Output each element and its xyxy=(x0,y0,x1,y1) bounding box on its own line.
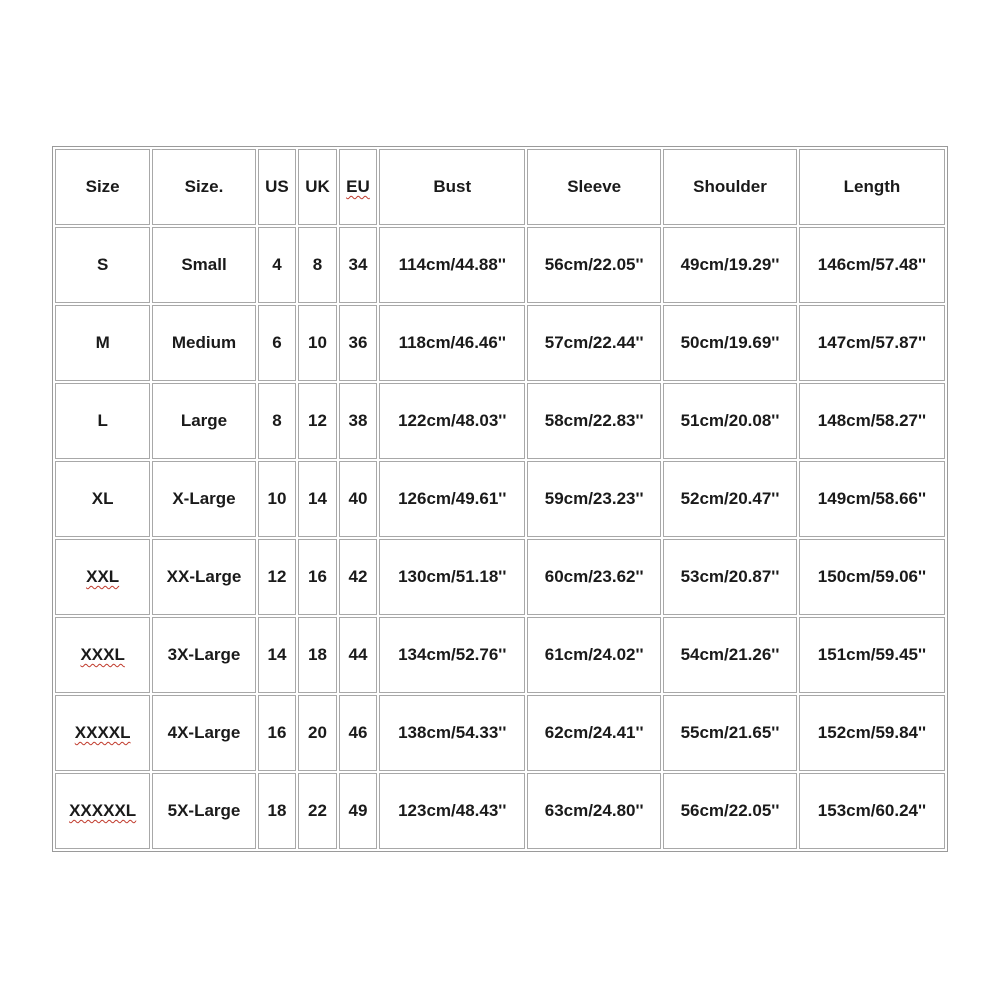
cell-us: 12 xyxy=(258,539,297,615)
table-row xyxy=(55,383,945,459)
cell-shoulder: 54cm/21.26'' xyxy=(663,617,797,693)
cell-bust: 123cm/48.43'' xyxy=(379,773,525,849)
cell-uk: 12 xyxy=(298,383,337,459)
cell-eu: 34 xyxy=(339,227,378,303)
cell-length: 150cm/59.06'' xyxy=(799,539,945,615)
cell-shoulder: 55cm/21.65'' xyxy=(663,695,797,771)
cell-size: XXXXXL xyxy=(55,773,150,849)
table-row xyxy=(55,305,945,381)
cell-size-name: Medium xyxy=(152,305,255,381)
cell-eu: 42 xyxy=(339,539,378,615)
cell-shoulder: 50cm/19.69'' xyxy=(663,305,797,381)
cell-size-name: Large xyxy=(152,383,255,459)
cell-length: 146cm/57.48'' xyxy=(799,227,945,303)
cell-uk: 20 xyxy=(298,695,337,771)
cell-shoulder: 53cm/20.87'' xyxy=(663,539,797,615)
header-uk: UK xyxy=(298,149,337,225)
cell-size: XXXXL xyxy=(55,695,150,771)
cell-size-name: 4X-Large xyxy=(152,695,255,771)
cell-eu: 36 xyxy=(339,305,378,381)
cell-length: 149cm/58.66'' xyxy=(799,461,945,537)
cell-us: 18 xyxy=(258,773,297,849)
cell-uk: 8 xyxy=(298,227,337,303)
header-us: US xyxy=(258,149,297,225)
cell-size: M xyxy=(55,305,150,381)
cell-size-name: Small xyxy=(152,227,255,303)
header-size: Size xyxy=(55,149,150,225)
cell-us: 4 xyxy=(258,227,297,303)
table-row xyxy=(55,539,945,615)
cell-sleeve: 57cm/22.44'' xyxy=(527,305,661,381)
cell-shoulder: 49cm/19.29'' xyxy=(663,227,797,303)
cell-uk: 22 xyxy=(298,773,337,849)
cell-us: 8 xyxy=(258,383,297,459)
cell-shoulder: 52cm/20.47'' xyxy=(663,461,797,537)
header-size-name: Size. xyxy=(152,149,255,225)
cell-eu: 44 xyxy=(339,617,378,693)
table-row xyxy=(55,773,945,849)
cell-length: 151cm/59.45'' xyxy=(799,617,945,693)
header-bust: Bust xyxy=(379,149,525,225)
cell-shoulder: 56cm/22.05'' xyxy=(663,773,797,849)
cell-uk: 14 xyxy=(298,461,337,537)
cell-length: 147cm/57.87'' xyxy=(799,305,945,381)
cell-size: S xyxy=(55,227,150,303)
cell-uk: 18 xyxy=(298,617,337,693)
cell-us: 6 xyxy=(258,305,297,381)
header-row xyxy=(55,149,945,225)
cell-eu: 49 xyxy=(339,773,378,849)
cell-length: 153cm/60.24'' xyxy=(799,773,945,849)
table-row xyxy=(55,695,945,771)
cell-size: XXL xyxy=(55,539,150,615)
cell-bust: 130cm/51.18'' xyxy=(379,539,525,615)
cell-size-name: 3X-Large xyxy=(152,617,255,693)
cell-us: 16 xyxy=(258,695,297,771)
size-chart-table xyxy=(52,146,948,852)
cell-sleeve: 56cm/22.05'' xyxy=(527,227,661,303)
cell-size-name: XX-Large xyxy=(152,539,255,615)
table-row xyxy=(55,461,945,537)
cell-sleeve: 63cm/24.80'' xyxy=(527,773,661,849)
table-row xyxy=(55,617,945,693)
cell-sleeve: 61cm/24.02'' xyxy=(527,617,661,693)
cell-bust: 126cm/49.61'' xyxy=(379,461,525,537)
cell-shoulder: 51cm/20.08'' xyxy=(663,383,797,459)
cell-uk: 10 xyxy=(298,305,337,381)
cell-size-name: 5X-Large xyxy=(152,773,255,849)
cell-length: 152cm/59.84'' xyxy=(799,695,945,771)
cell-us: 10 xyxy=(258,461,297,537)
cell-us: 14 xyxy=(258,617,297,693)
cell-size-name: X-Large xyxy=(152,461,255,537)
header-length: Length xyxy=(799,149,945,225)
cell-sleeve: 60cm/23.62'' xyxy=(527,539,661,615)
cell-bust: 114cm/44.88'' xyxy=(379,227,525,303)
cell-bust: 138cm/54.33'' xyxy=(379,695,525,771)
cell-bust: 118cm/46.46'' xyxy=(379,305,525,381)
cell-size: L xyxy=(55,383,150,459)
cell-sleeve: 62cm/24.41'' xyxy=(527,695,661,771)
header-shoulder: Shoulder xyxy=(663,149,797,225)
cell-sleeve: 59cm/23.23'' xyxy=(527,461,661,537)
cell-bust: 134cm/52.76'' xyxy=(379,617,525,693)
cell-eu: 38 xyxy=(339,383,378,459)
cell-uk: 16 xyxy=(298,539,337,615)
header-sleeve: Sleeve xyxy=(527,149,661,225)
cell-eu: 40 xyxy=(339,461,378,537)
cell-size: XL xyxy=(55,461,150,537)
cell-length: 148cm/58.27'' xyxy=(799,383,945,459)
cell-sleeve: 58cm/22.83'' xyxy=(527,383,661,459)
cell-eu: 46 xyxy=(339,695,378,771)
header-eu: EU xyxy=(339,149,378,225)
cell-bust: 122cm/48.03'' xyxy=(379,383,525,459)
cell-size: XXXL xyxy=(55,617,150,693)
table-row xyxy=(55,227,945,303)
